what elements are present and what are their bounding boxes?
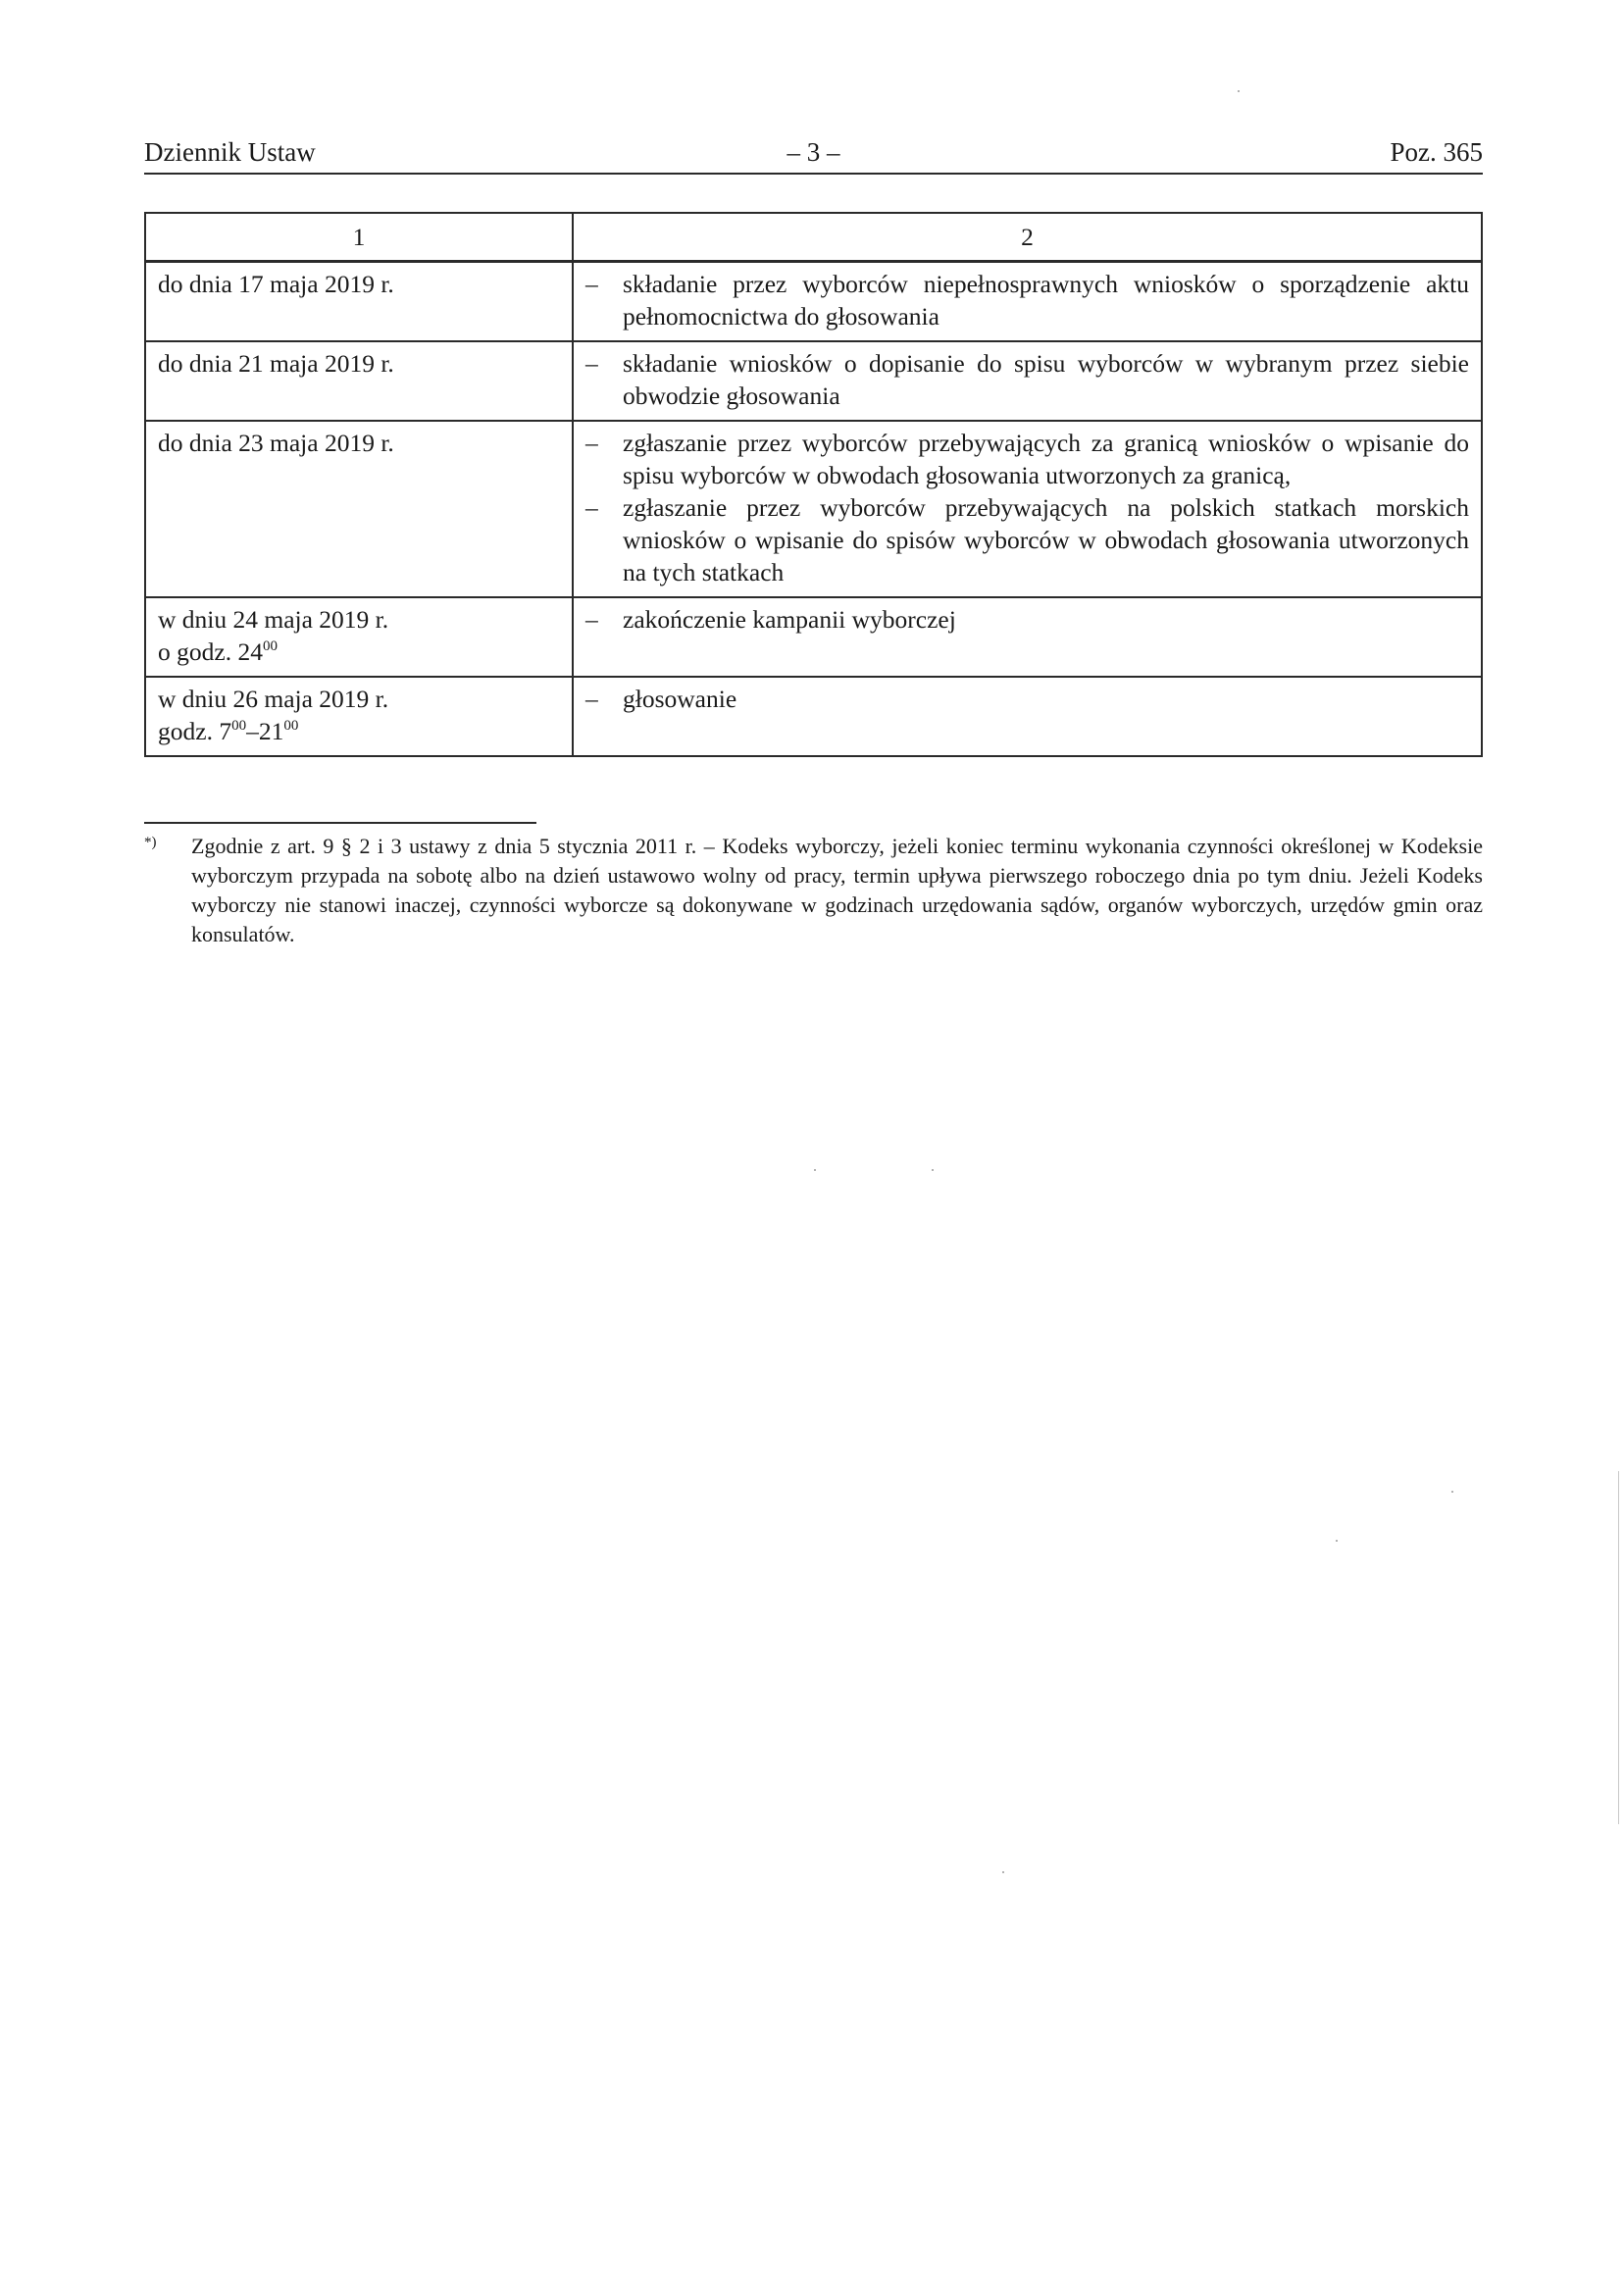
task-cell [573,421,1482,597]
task-text: składanie przez wyborców niepełnosprawnych wniosków o sporządzenie aktu pełnomocnictwa do głosowania [623,270,1469,331]
scan-speck [1451,1491,1453,1493]
task-cell [573,677,1482,756]
table-row [145,677,1482,756]
table-row [145,262,1482,342]
date-text: do dnia 21 maja 2019 r. [158,349,394,378]
date-line [158,683,560,715]
date-text: godz. 7 [158,717,232,745]
scan-speck [1336,1540,1338,1542]
date-line [158,347,560,380]
footnote-text: Zgodnie z art. 9 § 2 i 3 ustawy z dnia 5 stycznia 2011 r. – Kodeks wyborczy, jeżeli koniec terminu wykonania czynności określonej w Kodeksie wyborczym przypada na sobotę albo na dzień ustawowo wolny od pracy, termin upływa pierwszego roboczego dnia po tym dniu. Jeżeli Kodeks wyborczy nie stanowi inaczej, czynności wyborcze są dokonywane w godzinach urzędowania sądów, organów wyborczych, urzędów gmin oraz konsulatów. [191,834,1483,946]
date-line [158,427,560,459]
column-header-1: 1 [145,213,573,262]
task-item [585,427,1469,491]
scan-speck [1002,1871,1004,1873]
footnote-mark: *) [144,835,157,850]
scan-speck [814,1169,816,1171]
table-row [145,341,1482,421]
task-item [585,491,1469,588]
date-text: do dnia 23 maja 2019 r. [158,429,394,457]
table-row [145,597,1482,677]
list-dash: – [585,270,598,298]
position-number: Poz. 365 [1390,137,1483,167]
date-text: do dnia 17 maja 2019 r. [158,270,394,298]
task-text: zgłaszanie przez wyborców przebywających za granicą wniosków o wpisanie do spisu wyborców w obwodach głosowania utworzonych za granicą, [623,429,1469,489]
list-dash: – [585,685,598,713]
task-item [585,268,1469,332]
date-text: o godz. 24 [158,637,263,666]
date-line [158,603,560,636]
task-cell [573,341,1482,421]
scan-edge [1618,1471,1619,1824]
task-text: zgłaszanie przez wyborców przebywających na polskich statkach morskich wniosków o wpisanie do spisów wyborców w obwodach głosowania utworzonych na tych statkach [623,493,1469,586]
task-item [585,347,1469,412]
page-number: – 3 – [787,137,840,167]
page-header [144,137,1483,175]
table-row [145,421,1482,597]
election-schedule-table [144,212,1483,757]
list-dash: – [585,429,598,457]
date-cell [145,597,573,677]
task-text: zakończenie kampanii wyborczej [623,605,956,634]
list-dash: – [585,349,598,378]
footnote [144,832,1483,949]
time-superscript: 00 [231,718,247,734]
date-cell [145,262,573,342]
footnote-separator [144,822,536,824]
time-superscript: 00 [262,638,278,654]
date-text: –21 [246,717,284,745]
task-item [585,603,1469,636]
journal-title: Dziennik Ustaw [144,137,316,167]
table-header-row [145,213,1482,262]
list-dash: – [585,605,598,634]
date-line [158,268,560,300]
date-line [158,636,560,668]
date-cell [145,421,573,597]
task-cell [573,262,1482,342]
task-text: głosowanie [623,685,737,713]
scan-speck [1238,90,1240,92]
time-superscript: 00 [283,718,299,734]
list-dash: – [585,493,598,522]
column-header-2: 2 [573,213,1482,262]
task-cell [573,597,1482,677]
task-item [585,683,1469,715]
scan-speck [932,1169,934,1171]
date-line [158,715,560,747]
task-text: składanie wniosków o dopisanie do spisu wyborców w wybranym przez siebie obwodzie głosowania [623,349,1469,410]
date-cell [145,341,573,421]
date-text: w dniu 24 maja 2019 r. [158,605,389,634]
date-cell [145,677,573,756]
date-text: w dniu 26 maja 2019 r. [158,685,389,713]
